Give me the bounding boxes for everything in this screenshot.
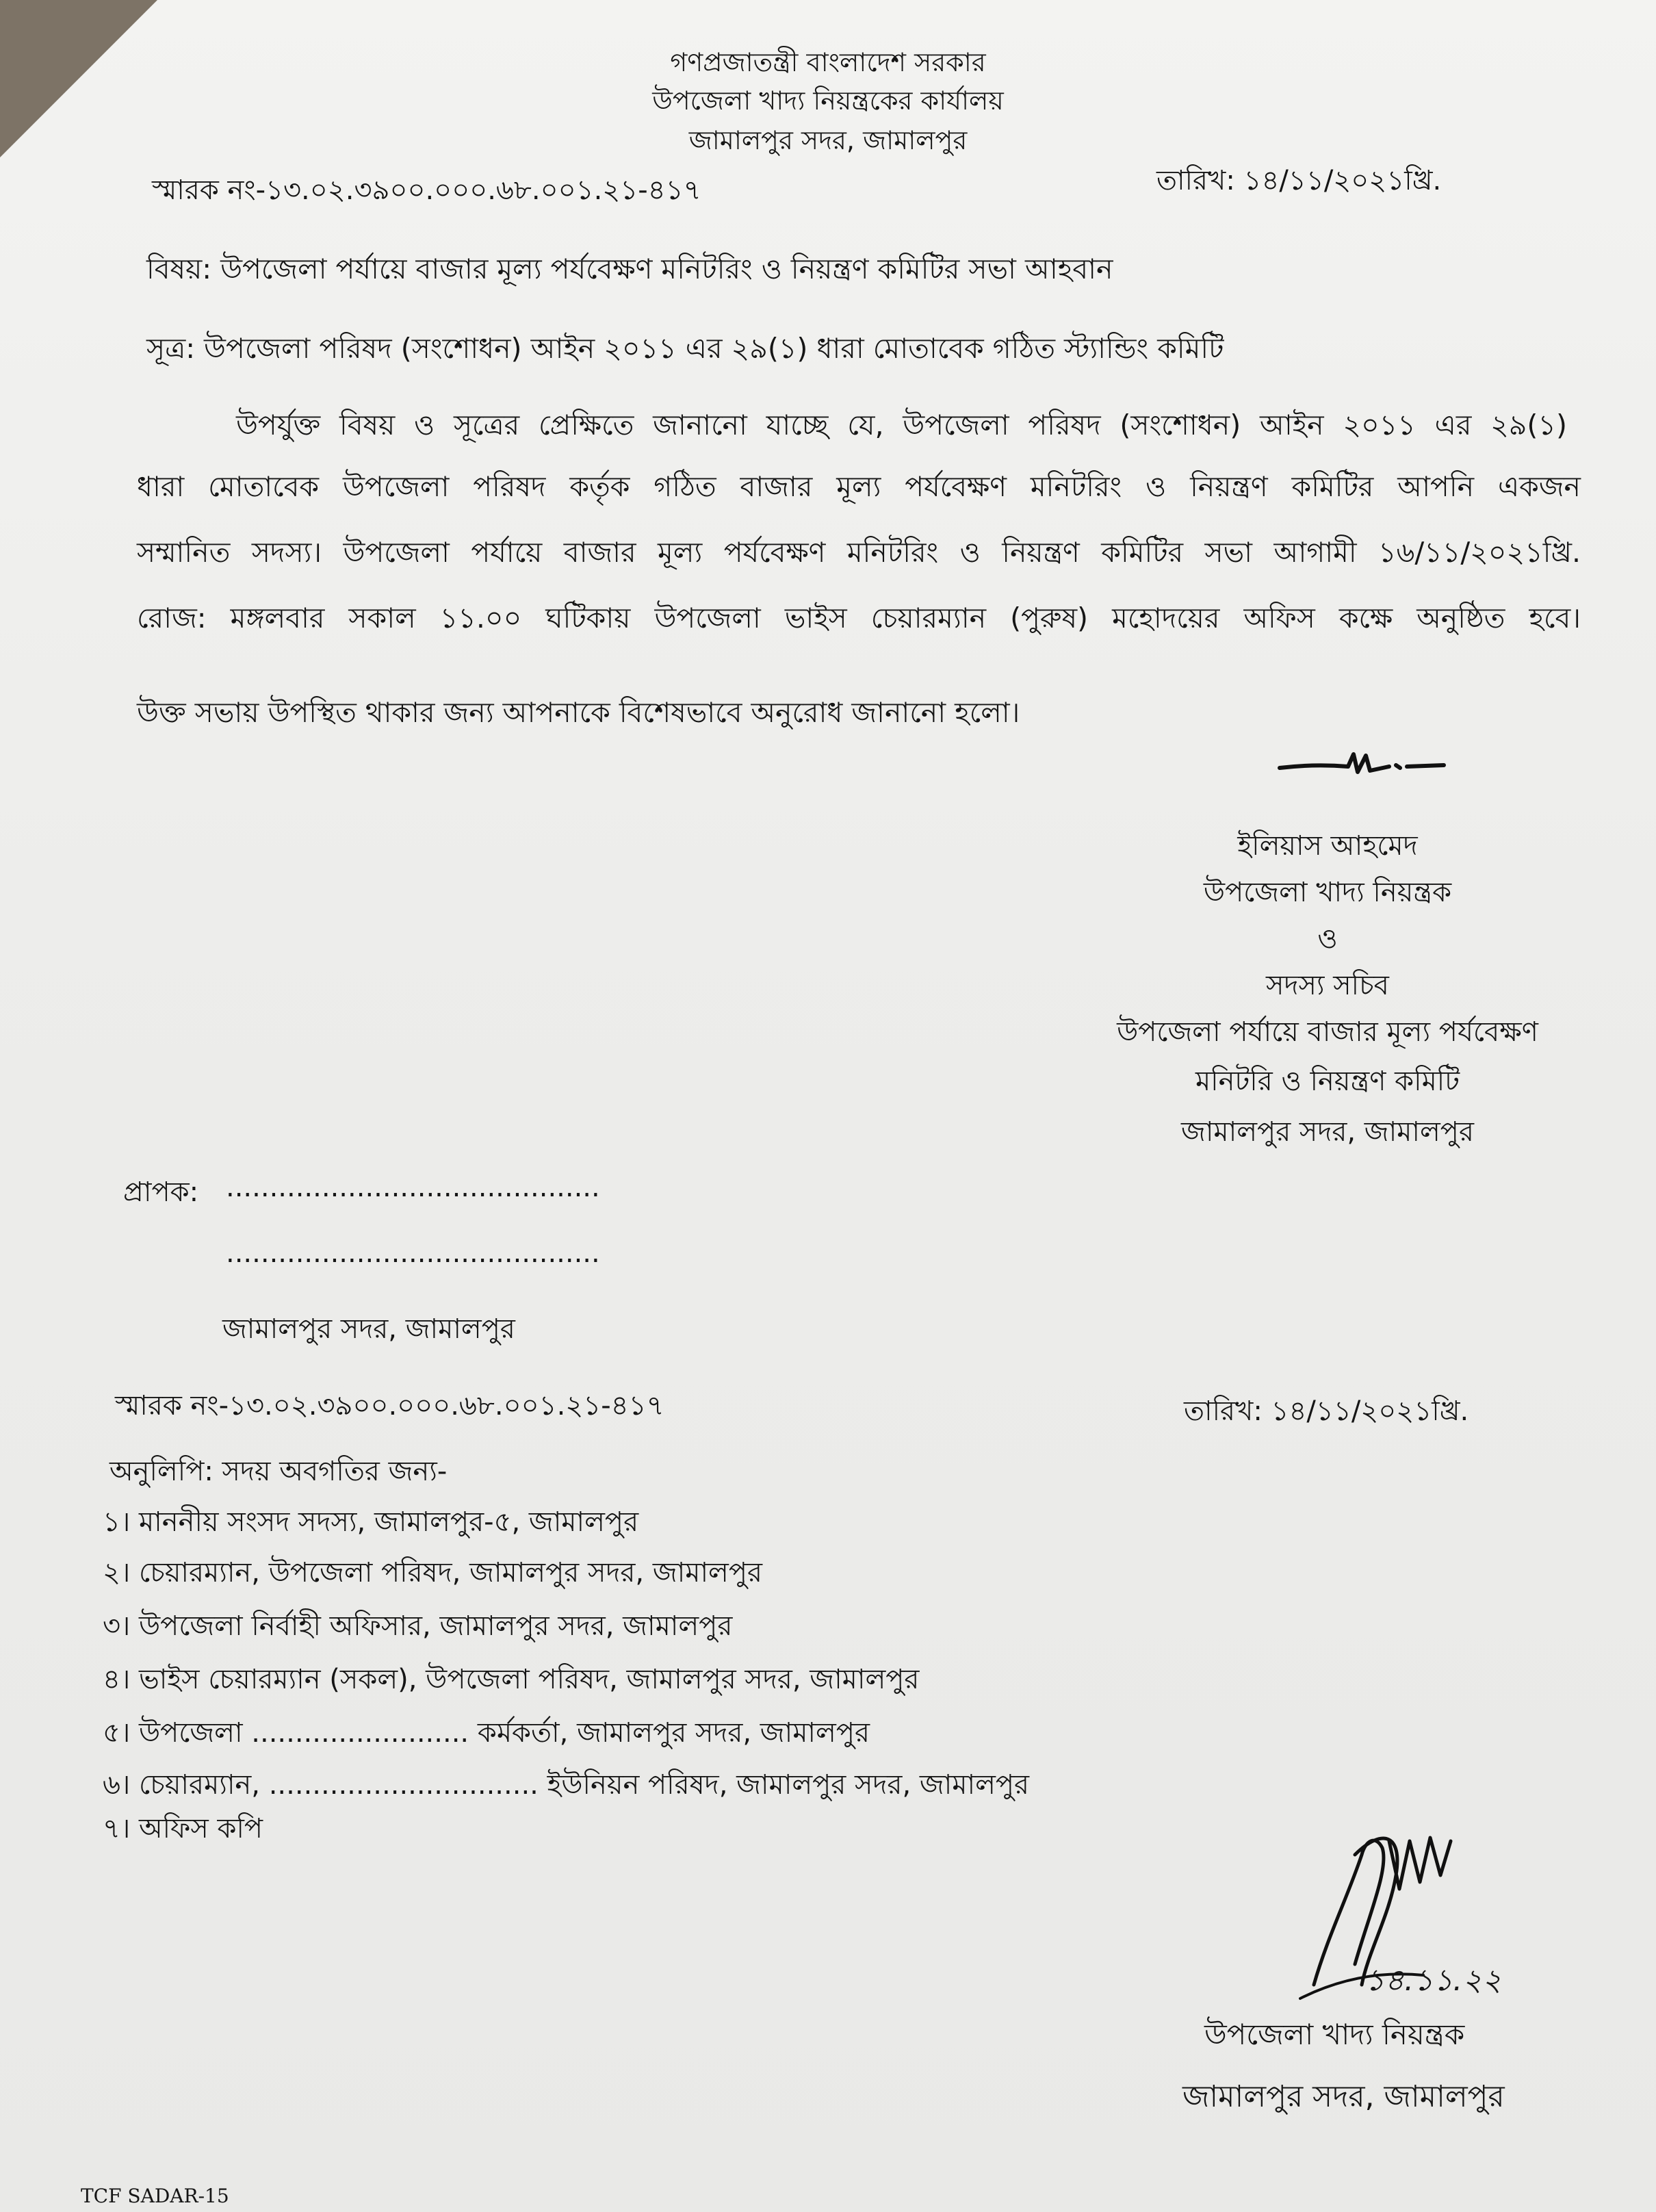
handwritten-date: ১৪.১১.২২ (1365, 1963, 1502, 1998)
body-line-1: উপর্যুক্ত বিষয় ও সূত্রের প্রেক্ষিতে জানানো যাচ্ছে যে, উপজেলা পরিষদ (সংশোধন) আইন ২০১১ এর ২৯(১) (236, 409, 1567, 441)
copy-item-3: ৩। উপজেলা নির্বাহী অফিসার, জামালপুর সদর, জামালপুর (103, 1610, 733, 1642)
reference-line: সূত্র: উপজেলা পরিষদ (সংশোধন) আইন ২০১১ এর ২৯(১) ধারা মোতাবেক গঠিত স্ট্যান্ডিং কমিটি (146, 332, 1224, 365)
office-location: জামালপুর সদর, জামালপুর (688, 125, 968, 155)
body-line-5: উক্ত সভায় উপস্থিত থাকার জন্য আপনাকে বিশেষভাবে অনুরোধ জানানো হলো। (137, 696, 1020, 729)
subject-line: বিষয়: উপজেলা পর্যায়ে বাজার মূল্য পর্যবেক্ষণ মনিটরিং ও নিয়ন্ত্রণ কমিটির সভা আহবান (146, 253, 1113, 285)
signature-mark (1273, 739, 1451, 794)
recipient-blank-1: ........................................... (226, 1172, 600, 1203)
copy-heading: অনুলিপি: সদয় অবগতির জন্য- (109, 1456, 448, 1487)
body-line-3: সম্মানিত সদস্য। উপজেলা পর্যায়ে বাজার মূল্য পর্যবেক্ষণ মনিটরিং ও নিয়ন্ত্রণ কমিটির সভা আগামী ১৬/১১/২০২১খ্রি. (137, 536, 1581, 569)
signatory-role: সদস্য সচিব (1266, 970, 1389, 1001)
recipient-label: প্রাপক: (123, 1176, 199, 1208)
office-title: উপজেলা খাদ্য নিয়ন্ত্রকের কার্যালয় (652, 86, 1004, 116)
copy-item-6: ৬। চেয়ারম্যান, ............................... ইউনিয়ন পরিষদ, জামালপুর সদর, জামালপুর (103, 1769, 1030, 1801)
signatory-location: জামালপুর সদর, জামালপুর (1181, 1116, 1474, 1148)
copy-item-1: ১। মাননীয় সংসদ সদস্য, জামালপুর-৫, জামালপুর (103, 1506, 639, 1538)
copy-item-5: ৫। উপজেলা ......................... কর্মকর্তা, জামালপুর সদর, জামালপুর (103, 1717, 870, 1749)
committee-line-2: মনিটরি ও নিয়ন্ত্রণ কমিটি (1195, 1066, 1460, 1097)
recipient-address: জামালপুর সদর, জামালপুর (222, 1313, 515, 1345)
body-line-2: ধারা মোতাবেক উপজেলা পরিষদ কর্তৃক গঠিত বাজার মূল্য পর্যবেক্ষণ মনিটরিং ও নিয়ন্ত্রণ কমিটির আপনি একজন (137, 470, 1581, 503)
copy-item-4: ৪। ভাইস চেয়ারম্যান (সকল), উপজেলা পরিষদ, জামালপুর সদর, জামালপুর (103, 1664, 920, 1695)
memo-date: তারিখ: ১৪/১১/২০২১খ্রি. (1156, 165, 1442, 196)
copy-item-7: ৭। অফিস কপি (103, 1813, 263, 1844)
final-location: জামালপুর সদর, জামালপুর (1182, 2079, 1505, 2114)
committee-line-1: উপজেলা পর্যায়ে বাজার মূল্য পর্যবেক্ষণ (1117, 1016, 1538, 1048)
final-designation: উপজেলা খাদ্য নিয়ন্ত্রক (1204, 2018, 1465, 2051)
signatory-conjunction: ও (1317, 923, 1338, 955)
footer-code: TCF SADAR-15 (81, 2185, 229, 2207)
govt-title: গণপ্রজাতন্ত্রী বাংলাদেশ সরকার (670, 47, 986, 77)
signatory-designation: উপজেলা খাদ্য নিয়ন্ত্রক (1203, 877, 1452, 908)
body-line-4: রোজ: মঙ্গলবার সকাল ১১.০০ ঘটিকায় উপজেলা ভাইস চেয়ারম্যান (পুরুষ) মহোদয়ের অফিস কক্ষে অনুষ্ঠিত হবে। (137, 602, 1581, 634)
recipient-blank-2: ........................................... (226, 1237, 600, 1269)
copy-memo-date: তারিখ: ১৪/১১/২০২১খ্রি. (1184, 1396, 1469, 1427)
signatory-name: ইলিয়াস আহমেদ (1237, 830, 1418, 862)
copy-item-2: ২। চেয়ারম্যান, উপজেলা পরিষদ, জামালপুর সদর, জামালপুর (103, 1557, 763, 1589)
copy-memo-number: স্মারক নং-১৩.০২.৩৯০০.০০০.৬৮.০০১.২১-৪১৭ (115, 1390, 664, 1422)
memo-number: স্মারক নং-১৩.০২.৩৯০০.০০০.৬৮.০০১.২১-৪১৭ (152, 175, 701, 206)
